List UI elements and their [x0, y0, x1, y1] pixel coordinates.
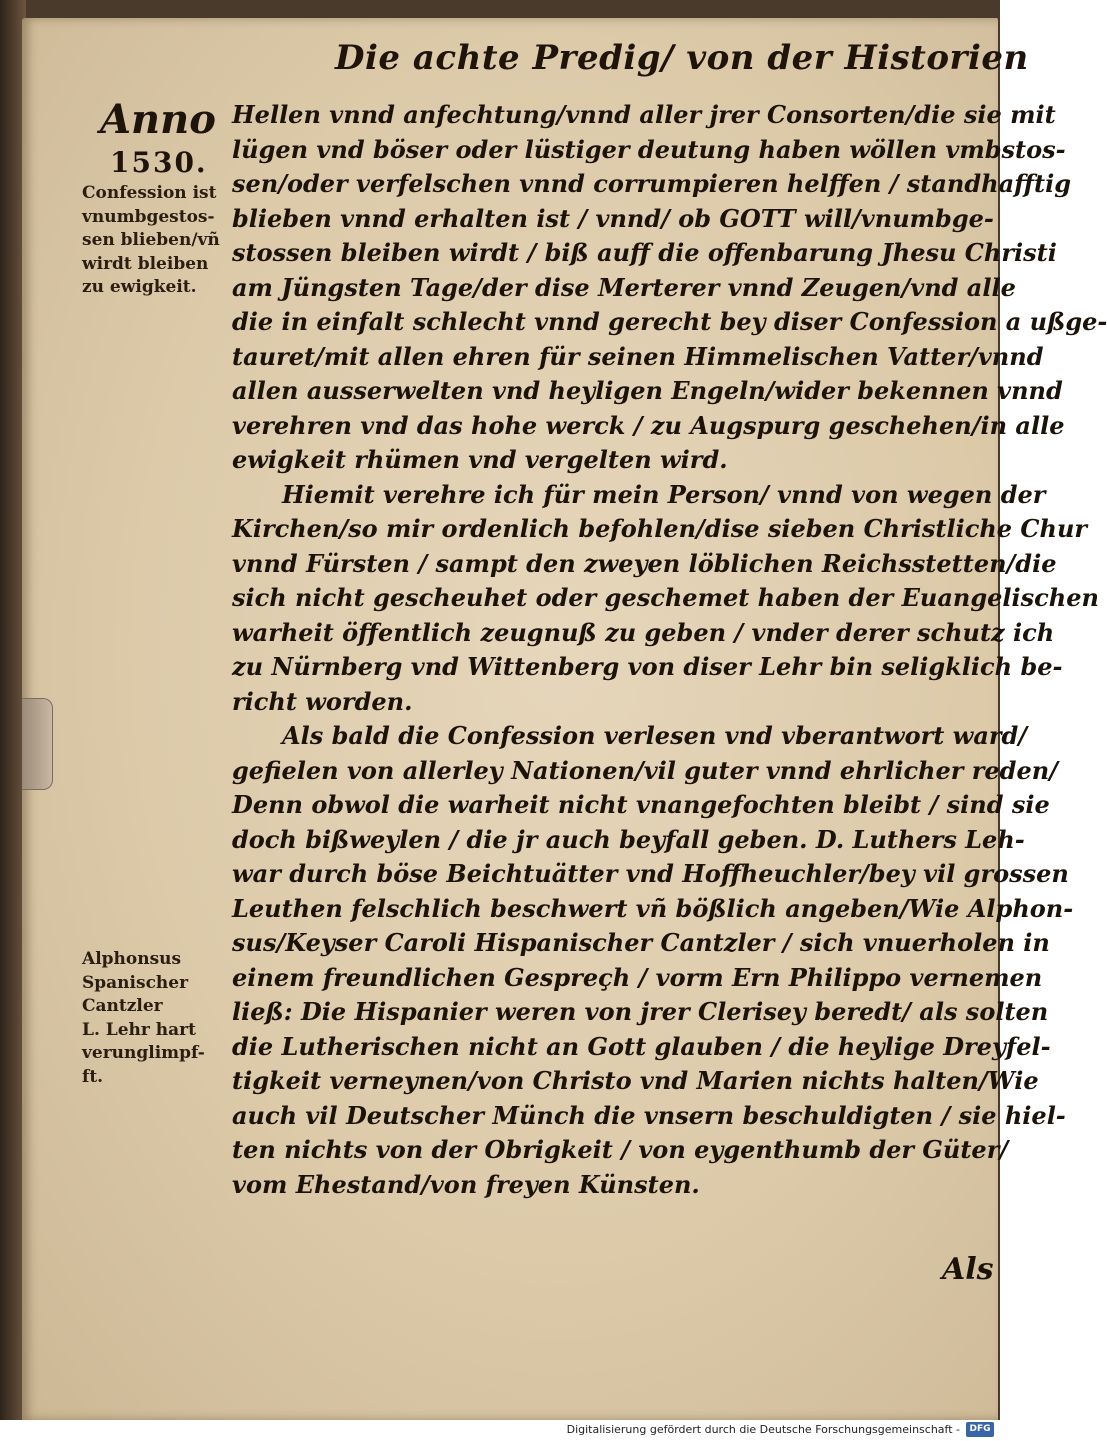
- footer-bar: [0, 1420, 1000, 1441]
- text-line: sen/oder verfelschen vnnd corrumpieren helffen / standhafftig: [232, 169, 1071, 198]
- text-line: auch vil Deutscher Münch die vnsern beschuldigten / sie hiel-: [232, 1100, 1066, 1130]
- text-line: die Lutherischen nicht an Gott glauben / die heylige Dreyfel-: [232, 1031, 1051, 1061]
- margin-note-alphonsus: [82, 948, 227, 1089]
- text-line: ließ: Die Hispanier weren von jrer Clerisey beredt/ als solten: [232, 997, 1049, 1026]
- margin-note-line: wirdt bleiben: [82, 253, 209, 274]
- text-line: tigkeit verneynen/von Christo vnd Marien nichts halten/Wie: [232, 1066, 1039, 1095]
- margin-note-line: zu ewigkeit.: [82, 277, 197, 297]
- body-text: [232, 98, 1107, 1202]
- margin-note-line: sen blieben/vñ: [82, 230, 220, 250]
- text-line: lügen vnd böser oder lüstiger deutung haben wöllen vmbstos-: [232, 134, 1066, 164]
- running-title: Die achte Predig/ von der Historien: [335, 38, 1029, 78]
- text-line: Als bald die Confession verlesen vnd vberantwort ward/: [282, 721, 1028, 750]
- text-line: Leuthen felschlich beschwert vñ bößlich angeben/Wie Alphon-: [232, 893, 1074, 923]
- text-line: blieben vnnd erhalten ist / vnnd/ ob GOTT will/vnumbge-: [232, 203, 994, 233]
- text-line: am Jüngsten Tage/der dise Merterer vnnd Zeugen/vnd alle: [232, 272, 1016, 302]
- margin-note-line: verunglimpf-: [82, 1043, 205, 1063]
- text-line: doch bißweylen / die jr auch beyfall geben. D. Luthers Leh-: [232, 824, 1025, 854]
- margin-note-confession: [82, 182, 227, 300]
- text-line: Denn obwol die warheit nicht vnangefochten bleibt / sind sie: [232, 790, 1050, 819]
- text-line: einem freundlichen Gespreçh / vorm Ern Philippo vernemen: [232, 962, 1043, 992]
- margin-note-line: Alphonsus: [82, 949, 182, 969]
- text-line: sich nicht gescheuhet oder geschemet haben der Euangelischen: [232, 583, 1099, 612]
- funding-credit: Digitalisierung gefördert durch die Deutsche Forschungsgemeinschaft -: [566, 1423, 960, 1436]
- text-line: verehren vnd das hohe werck / zu Augspurg geschehen/in alle: [232, 410, 1065, 440]
- page-tab-marker: [22, 698, 53, 790]
- margin-year: 1530.: [110, 146, 208, 179]
- text-line: sus/Keyser Caroli Hispanischer Cantzler / sich vnuerholen in: [232, 928, 1050, 957]
- text-line: stossen bleiben wirdt / biß auff die offenbarung Jhesu Christi: [232, 238, 1057, 267]
- text-line: ten nichts von der Obrigkeit / von eygenthumb der Güter/: [232, 1135, 1009, 1164]
- text-line: vom Ehestand/von freyen Künsten.: [232, 1169, 700, 1199]
- text-line: gefielen von allerley Nationen/vil guter vnnd ehrlicher reden/: [232, 755, 1058, 785]
- margin-note-line: Cantzler: [82, 996, 163, 1016]
- text-line: allen ausserwelten vnd heyligen Engeln/wider bekennen vnnd: [232, 376, 1063, 405]
- margin-anno: Anno: [100, 96, 216, 143]
- text-line: richt worden.: [232, 686, 413, 716]
- margin-note-line: Spanischer: [82, 972, 189, 993]
- margin-note-line: L. Lehr hart: [82, 1019, 196, 1040]
- margin-note-line: vnumbgestos-: [82, 206, 215, 227]
- dfg-logo-icon: DFG: [966, 1422, 994, 1437]
- text-line: tauret/mit allen ehren für seinen Himmelischen Vatter/vnnd: [232, 341, 1044, 371]
- catchword: Als: [942, 1252, 994, 1287]
- margin-note-line: Confession ist: [82, 183, 217, 203]
- text-line: Kirchen/so mir ordenlich befohlen/dise sieben Christliche Chur: [232, 514, 1088, 543]
- text-line: vnnd Fürsten / sampt den zweyen löblichen Reichsstetten/die: [232, 548, 1057, 578]
- text-line: zu Nürnberg vnd Wittenberg von diser Lehr bin seligklich be-: [232, 652, 1063, 681]
- text-line: Hellen vnnd anfechtung/vnnd aller jrer Consorten/die sie mit: [232, 100, 1056, 129]
- text-line: war durch böse Beichtuätter vnd Hoffheuchler/bey vil grossen: [232, 859, 1069, 888]
- text-line: Hiemit verehre ich für mein Person/ vnnd von wegen der: [282, 479, 1046, 509]
- text-line: ewigkeit rhümen vnd vergelten wird.: [232, 445, 728, 474]
- text-line: warheit öffentlich zeugnuß zu geben / vnder derer schutz ich: [232, 617, 1055, 647]
- margin-note-line: ft.: [82, 1066, 104, 1087]
- text-line: die in einfalt schlecht vnnd gerecht bey diser Confession a ußge-: [232, 307, 1107, 336]
